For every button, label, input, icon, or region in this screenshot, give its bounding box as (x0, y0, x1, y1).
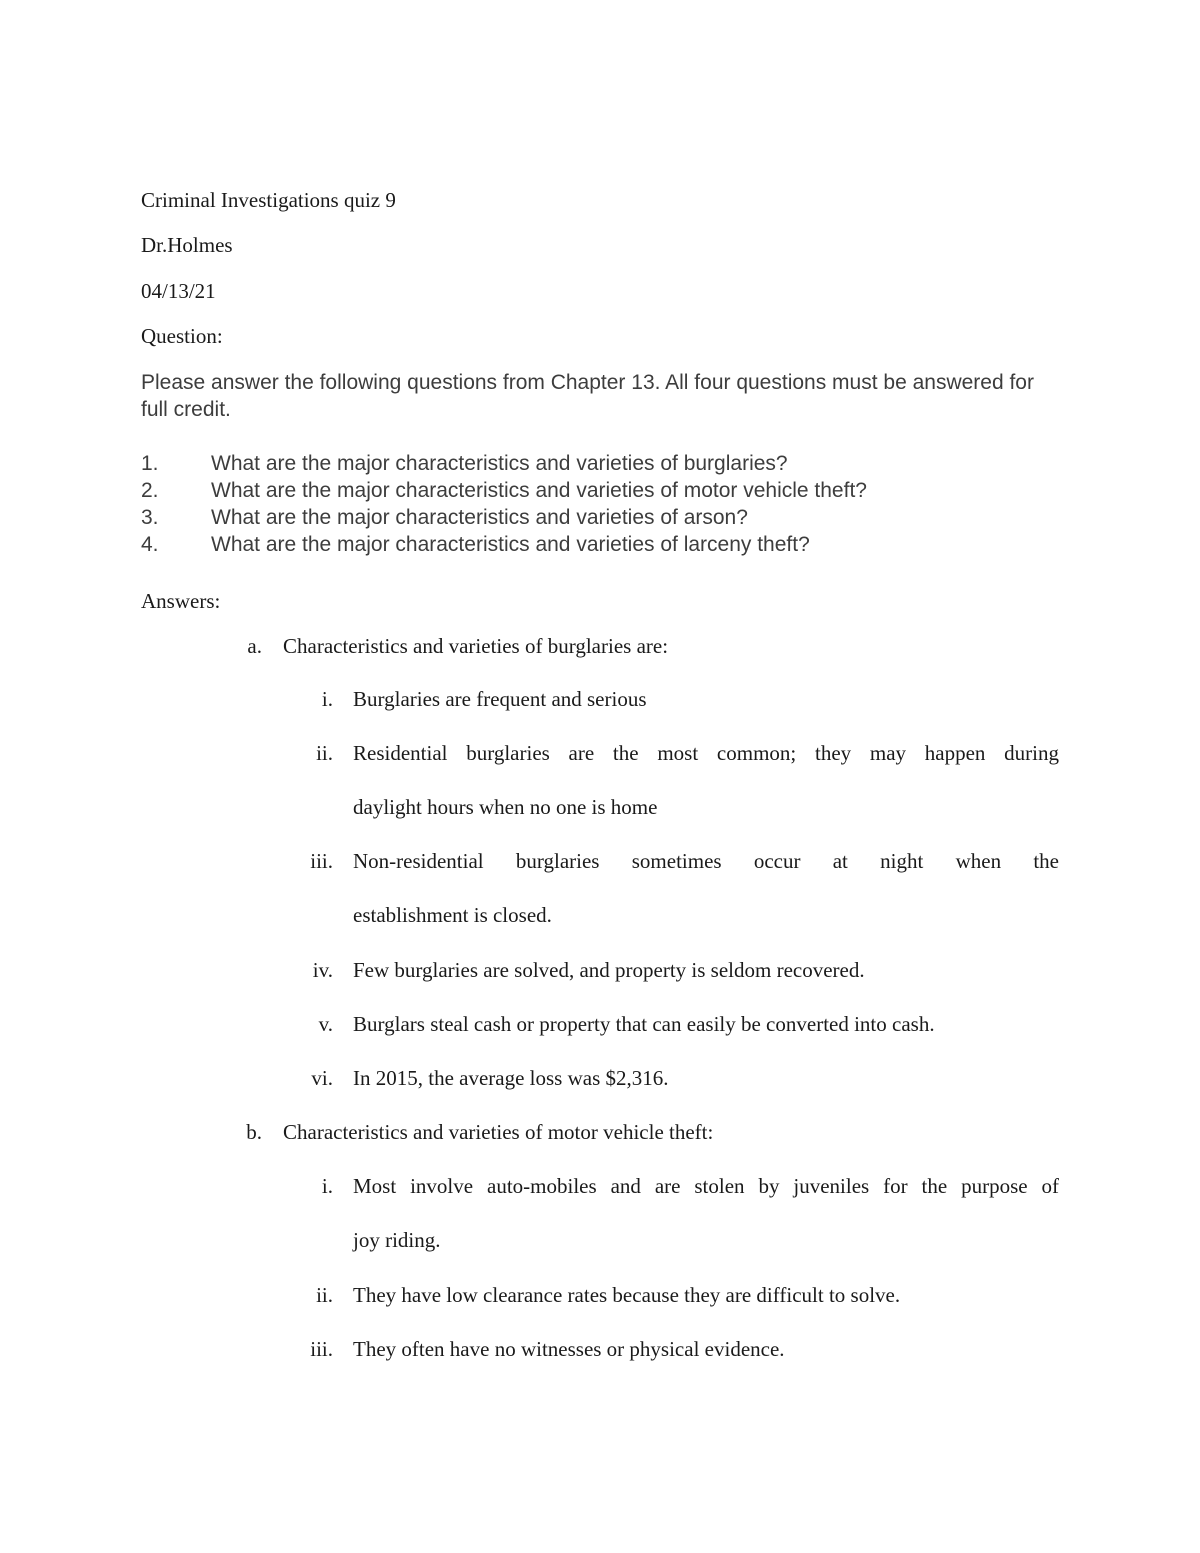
answer-letter: a. (247, 634, 262, 658)
answer-letter: b. (246, 1120, 262, 1144)
item-number: iv. (312, 958, 333, 982)
item-text: They have low clearance rates because they are difficult to solve. (353, 1283, 901, 1307)
item-number: i. (321, 687, 333, 711)
item-text: Residential burglaries are the most common; they may happen during (353, 741, 1059, 765)
question-text: What are the major characteristics and varieties of arson? (211, 506, 748, 529)
instructions-paragraph: Please answer the following questions from Chapter 13. All four questions must be answered for full credit. (141, 371, 1034, 421)
item-text-continued: daylight hours when no one is home (353, 795, 658, 819)
item-text-continued: establishment is closed. (353, 903, 552, 927)
question-number: 2. (141, 479, 159, 502)
instructor-name: Dr.Holmes (141, 233, 233, 257)
item-number: v. (318, 1012, 333, 1036)
item-text: Few burglaries are solved, and property is seldom recovered. (353, 958, 865, 982)
question-text: What are the major characteristics and varieties of larceny theft? (211, 533, 810, 556)
answer-heading: Characteristics and varieties of burglaries are: (283, 634, 669, 658)
item-text: They often have no witnesses or physical evidence. (353, 1337, 785, 1361)
document-title: Criminal Investigations quiz 9 (141, 188, 396, 212)
question-label: Question: (141, 324, 223, 348)
answers-label: Answers: (141, 589, 221, 613)
item-number: i. (321, 1174, 333, 1198)
item-text: Burglars steal cash or property that can easily be converted into cash. (353, 1012, 935, 1036)
item-number: iii. (310, 1337, 333, 1361)
question-number: 4. (141, 533, 159, 556)
question-number: 1. (141, 452, 159, 475)
question-text: What are the major characteristics and varieties of motor vehicle theft? (211, 479, 867, 502)
question-number: 3. (141, 506, 159, 529)
question-text: What are the major characteristics and varieties of burglaries? (211, 452, 788, 475)
item-number: ii. (316, 741, 333, 765)
item-text-continued: joy riding. (353, 1228, 441, 1252)
item-number: ii. (316, 1283, 333, 1307)
item-text: Non-residential burglaries sometimes occur at night when the (353, 849, 1059, 873)
item-number: vi. (311, 1066, 333, 1090)
document-date: 04/13/21 (141, 279, 216, 303)
item-number: iii. (310, 849, 333, 873)
item-text: Most involve auto-mobiles and are stolen by juveniles for the purpose of (353, 1174, 1059, 1198)
item-text: Burglaries are frequent and serious (353, 687, 647, 711)
item-text: In 2015, the average loss was $2,316. (353, 1066, 669, 1090)
answer-heading: Characteristics and varieties of motor vehicle theft: (283, 1120, 714, 1144)
